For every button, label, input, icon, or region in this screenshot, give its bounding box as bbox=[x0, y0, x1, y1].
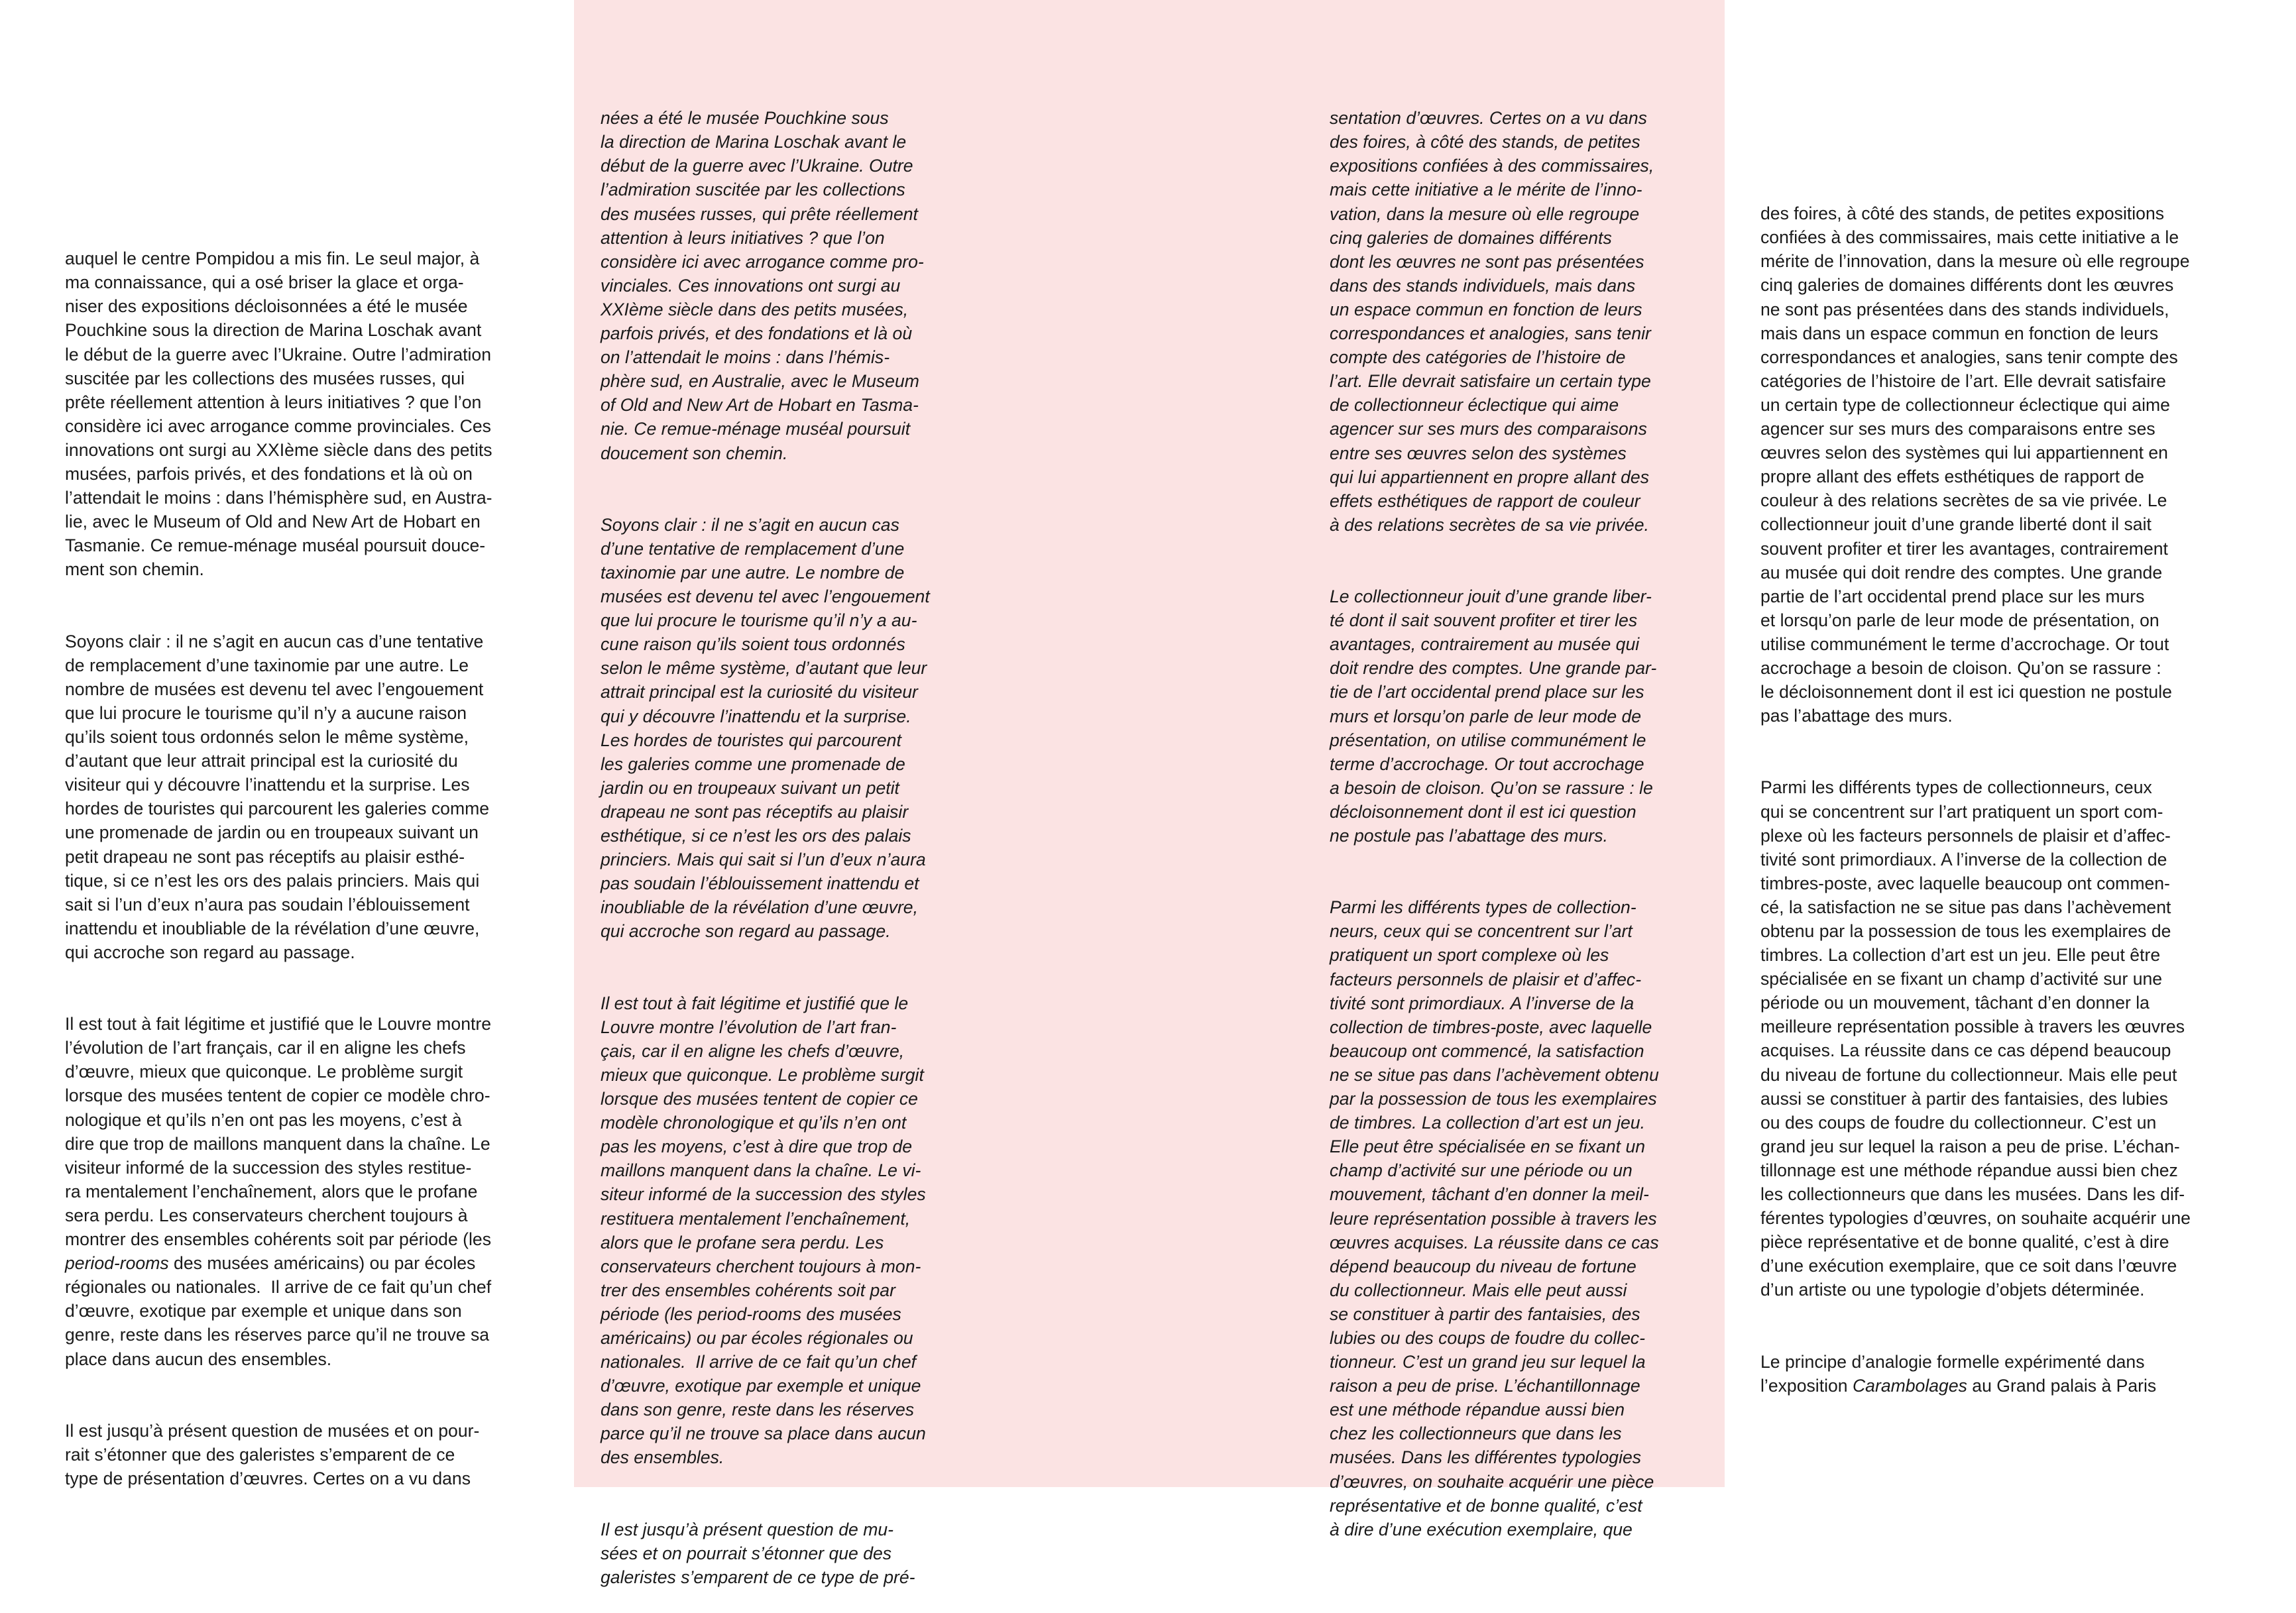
text-column-2 bbox=[601, 58, 998, 1613]
paragraph: nées a été le musée Pouchkine sous la direction de Marina Loschak avant le début de la guerre avec l’Ukraine. Outre l’admiration suscitée par les collections des musées russes, qui prête réellement attention à leurs initiatives ? que l’on considère ici avec arrogance comme pro- vinciales. Ces innovations ont surgi au XXIème siècle dans des petits musées, parfois privés, et des fondations et là où on l’attendait le moins : dans l’hémis- phère sud, en Australie, avec le Museum of Old and New Art de Hobart en Tasma- nie. Ce remue-ménage muséal poursuit doucement son chemin. bbox=[601, 108, 924, 463]
paragraph: Il est jusqu’à présent question de mu- sées et on pourrait s’étonner que des galeristes s’emparent de ce type de pré- bbox=[601, 1519, 915, 1587]
paragraph: des foires, à côté des stands, de petites expositions confiées à des commissaires, mais cette initiative a le mérite de l’innovation, dans la mesure où elle regroupe cinq galeries de domaines différents dont les œuvres ne sont pas présentées dans des stands individuels, mais dans un espace commun en fonction de leurs correspondances et analogies, sans tenir compte des catégories de l’histoire de l’art. Elle devrait satisfaire un certain type de collectionneur éclectique qui aime agencer sur ses murs des comparaisons entre ses œuvres selon des systèmes qui lui appartiennent en propre allant des effets esthétiques de rapport de couleur à des relations secrètes de sa vie privée. Le collectionneur jouit d’une grande liberté dont il sait souvent profiter et tirer les avantages, contrairement au musée qui doit rendre des comptes. Une grande partie de l’art occidental prend place sur les murs et lorsqu’on parle de leur mode de présentation, on utilise communément le terme d’accrochage. Or tout accrochage a besoin de cloison. Qu’on se rassure : le décloisonnement dont il est ici question ne postule pas l’abattage des murs. bbox=[1760, 203, 2190, 726]
paragraph: Soyons clair : il ne s’agit en aucun cas d’une tentative de remplacement d’une taxinomie par une autre. Le nombre de musées est devenu tel avec l’engouement que lui procure le tourisme qu’il n’y a au- cune raison qu’ils soient tous ordonnés selon le même système, d’autant que leur attrait principal est la curiosité du visiteur qui y découvre l’inattendu et la surprise. Les hordes de touristes qui parcourent les galeries comme une promenade de jardin ou en troupeaux suivant un petit drapeau ne sont pas réceptifs au plaisir esthétique, si ce n’est les ors des palais princiers. Mais qui sait si l’un d’eux n’aura pas soudain l’éblouissement inattendu et inoubliable de la révélation d’une œuvre, qui accroche son regard au passage. bbox=[601, 514, 930, 942]
paragraph: Il est tout à fait légitime et justifié que le Louvre montre l’évolution de l’art fran- çais, car il en aligne les chefs d’œuvre, mieux que quiconque. Le problème surgit lorsque des musées tentent de copier ce modèle chronologique et qu’ils n’en ont pas les moyens, c’est à dire que trop de maillons manquent dans la chaîne. Le vi- siteur informé de la succession des styles restituera mentalement l’enchaînement, alors que le profane sera perdu. Les conservateurs cherchent toujours à mon- trer des ensembles cohérents soit par période (les period-rooms des musées américains) ou par écoles régionales ou nationales. Il arrive de ce fait qu’un chef d’œuvre, exotique par exemple et unique dans son genre, reste dans les réserves parce qu’il ne trouve sa place dans aucun des ensembles. bbox=[601, 993, 926, 1468]
paragraph: Parmi les différents types de collectionneurs, ceux qui se concentrent sur l’art pratiquent un sport com- plexe où les facteurs personnels de plaisir et d’affec- tivité sont primordiaux. A l’inverse de la collection de timbres-poste, avec laquelle beaucoup ont commen- cé, la satisfaction ne se situe pas dans l’achèvement obtenu par la possession de tous les exemplaires de timbres. La collection d’art est un jeu. Elle peut être spécialisée en se fixant un champ d’activité sur une période ou un mouvement, tâchant d’en donner la meilleure représentation possible à travers les œuvres acquises. La réussite dans ce cas dépend beaucoup du niveau de fortune du collectionneur. Mais elle peut aussi se constituer à partir des fantaisies, des lubies ou des coups de foudre du collectionneur. C’est un grand jeu sur lequel la raison a peu de prise. L’échan- tillonnage est une méthode répandue aussi bien chez les collectionneurs que dans les musées. Dans les dif- férentes typologies d’œuvres, on souhaite acquérir une pièce représentative et de bonne qualité, c’est à dire d’une exécution exemplaire, que ce soit dans l’œuvre d’un artiste ou une typologie d’objets déterminée. bbox=[1760, 777, 2191, 1300]
text-column-1 bbox=[65, 199, 542, 1514]
paragraph: Parmi les différents types de collection- neurs, ceux qui se concentrent sur l’art pratiquent un sport complexe où les facteurs personnels de plaisir et d’affec- tivité sont primordiaux. A l’inverse de la collection de timbres-poste, avec laquelle beaucoup ont commencé, la satisfaction ne se situe pas dans l’achèvement obtenu par la possession de tous les exemplaires de timbres. La collection d’art est un jeu. Elle peut être spécialisée en se fixant un champ d’activité sur une période ou un mouvement, tâchant d’en donner la meil- leure représentation possible à travers les œuvres acquises. La réussite dans ce cas dépend beaucoup du niveau de fortune du collectionneur. Mais elle peut aussi se constituer à partir des fantaisies, des lubies ou des coups de foudre du collec- tionneur. C’est un grand jeu sur lequel la raison a peu de prise. L’échantillonnage est une méthode répandue aussi bien chez les collectionneurs que dans les musées. Dans les différentes typologies d’œuvres, on souhaite acquérir une pièce représentative et de bonne qualité, c’est à dire d’une exécution exemplaire, que bbox=[1330, 897, 1659, 1539]
paragraph: Il est tout à fait légitime et justifié que le Louvre montre l’évolution de l’art français, car il en aligne les chefs d’œuvre, mieux que quiconque. Le problème surgit lorsque des musées tentent de copier ce modèle chro- nologique et qu’ils n’en ont pas les moyens, c’est à dire que trop de maillons manquent dans la chaîne. Le visiteur informé de la succession des styles restitue- ra mentalement l’enchaînement, alors que le profane sera perdu. Les conservateurs cherchent toujours à montrer des ensembles cohérents soit par période (les period-rooms des musées américains) ou par écoles régionales ou nationales. Il arrive de ce fait qu’un chef d’œuvre, exotique par exemple et unique dans son genre, reste dans les réserves parce qu’il ne trouve sa place dans aucun des ensembles. bbox=[65, 1014, 492, 1369]
paragraph: auquel le centre Pompidou a mis fin. Le seul major, à ma connaissance, qui a osé briser la glace et orga- niser des expositions décloisonnées a été le musée Pouchkine sous la direction de Marina Loschak avant le début de la guerre avec l’Ukraine. Outre l’admiration suscitée par les collections des musées russes, qui prête réellement attention à leurs initiatives ? que l’on considère ici avec arrogance comme provinciales. Ces innovations ont surgi au XXIème siècle dans des petits musées, parfois privés, et des fondations et là où on l’attendait le moins : dans l’hémisphère sud, en Austra- lie, avec le Museum of Old and New Art de Hobart en Tasmanie. Ce remue-ménage muséal poursuit douce- ment son chemin. bbox=[65, 249, 492, 580]
emphasis-period-rooms: period-rooms bbox=[65, 1253, 169, 1274]
paragraph: Soyons clair : il ne s’agit en aucun cas d’une tentative de remplacement d’une taxinomie par une autre. Le nombre de musées est devenu tel avec l’engouement que lui procure le tourisme qu’il n’y a aucune raison qu’ils soient tous ordonnés selon le même système, d’autant que leur attrait principal est la curiosité du visiteur qui y découvre l’inattendu et la surprise. Les hordes de touristes qui parcourent les galeries comme une promenade de jardin ou en troupeaux suivant un petit drapeau ne sont pas réceptifs au plaisir esthé- tique, si ce n’est les ors des palais princiers. Mais qui sait si l’un d’eux n’aura pas soudain l’éblouissement inattendu et inoubliable de la révélation d’une œuvre, qui accroche son regard au passage. bbox=[65, 631, 490, 962]
emphasis-carambolages: Carambolages bbox=[1852, 1375, 1967, 1396]
paragraph: sentation d’œuvres. Certes on a vu dans des foires, à côté des stands, de petites expositions confiées à des commissaires, mais cette initiative a le mérite de l’inno- vation, dans la mesure où elle regroupe cinq galeries de domaines différents dont les œuvres ne sont pas présentées dans des stands individuels, mais dans un espace commun en fonction de leurs correspondances et analogies, sans tenir compte des catégories de l’histoire de l’art. Elle devrait satisfaire un certain type de collectionneur éclectique qui aime agencer sur ses murs des comparaisons entre ses œuvres selon des systèmes qui lui appartiennent en propre allant des effets esthétiques de rapport de couleur à des relations secrètes de sa vie privée. bbox=[1330, 108, 1654, 535]
text-column-3 bbox=[1330, 58, 1727, 1565]
text-column-4 bbox=[1760, 154, 2238, 1421]
paragraph: Le collectionneur jouit d’une grande liber- té dont il sait souvent profiter et tirer les avantages, contrairement au musée qui doit rendre des comptes. Une grande par- tie de l’art occidental prend place sur les murs et lorsqu’on parle de leur mode de présentation, on utilise communément le terme d’accrochage. Or tout accrochage a besoin de cloison. Qu’on se rassure : le décloisonnement dont il est ici question ne postule pas l’abattage des murs. bbox=[1330, 586, 1657, 846]
paragraph: Il est jusqu’à présent question de musées et on pour- rait s’étonner que des galeristes s’emparent de ce type de présentation d’œuvres. Certes on a vu dans bbox=[65, 1420, 480, 1488]
paragraph: Le principe d’analogie formelle expérimenté dans l’exposition Carambolages au Grand palais à Paris bbox=[1760, 1351, 2157, 1396]
